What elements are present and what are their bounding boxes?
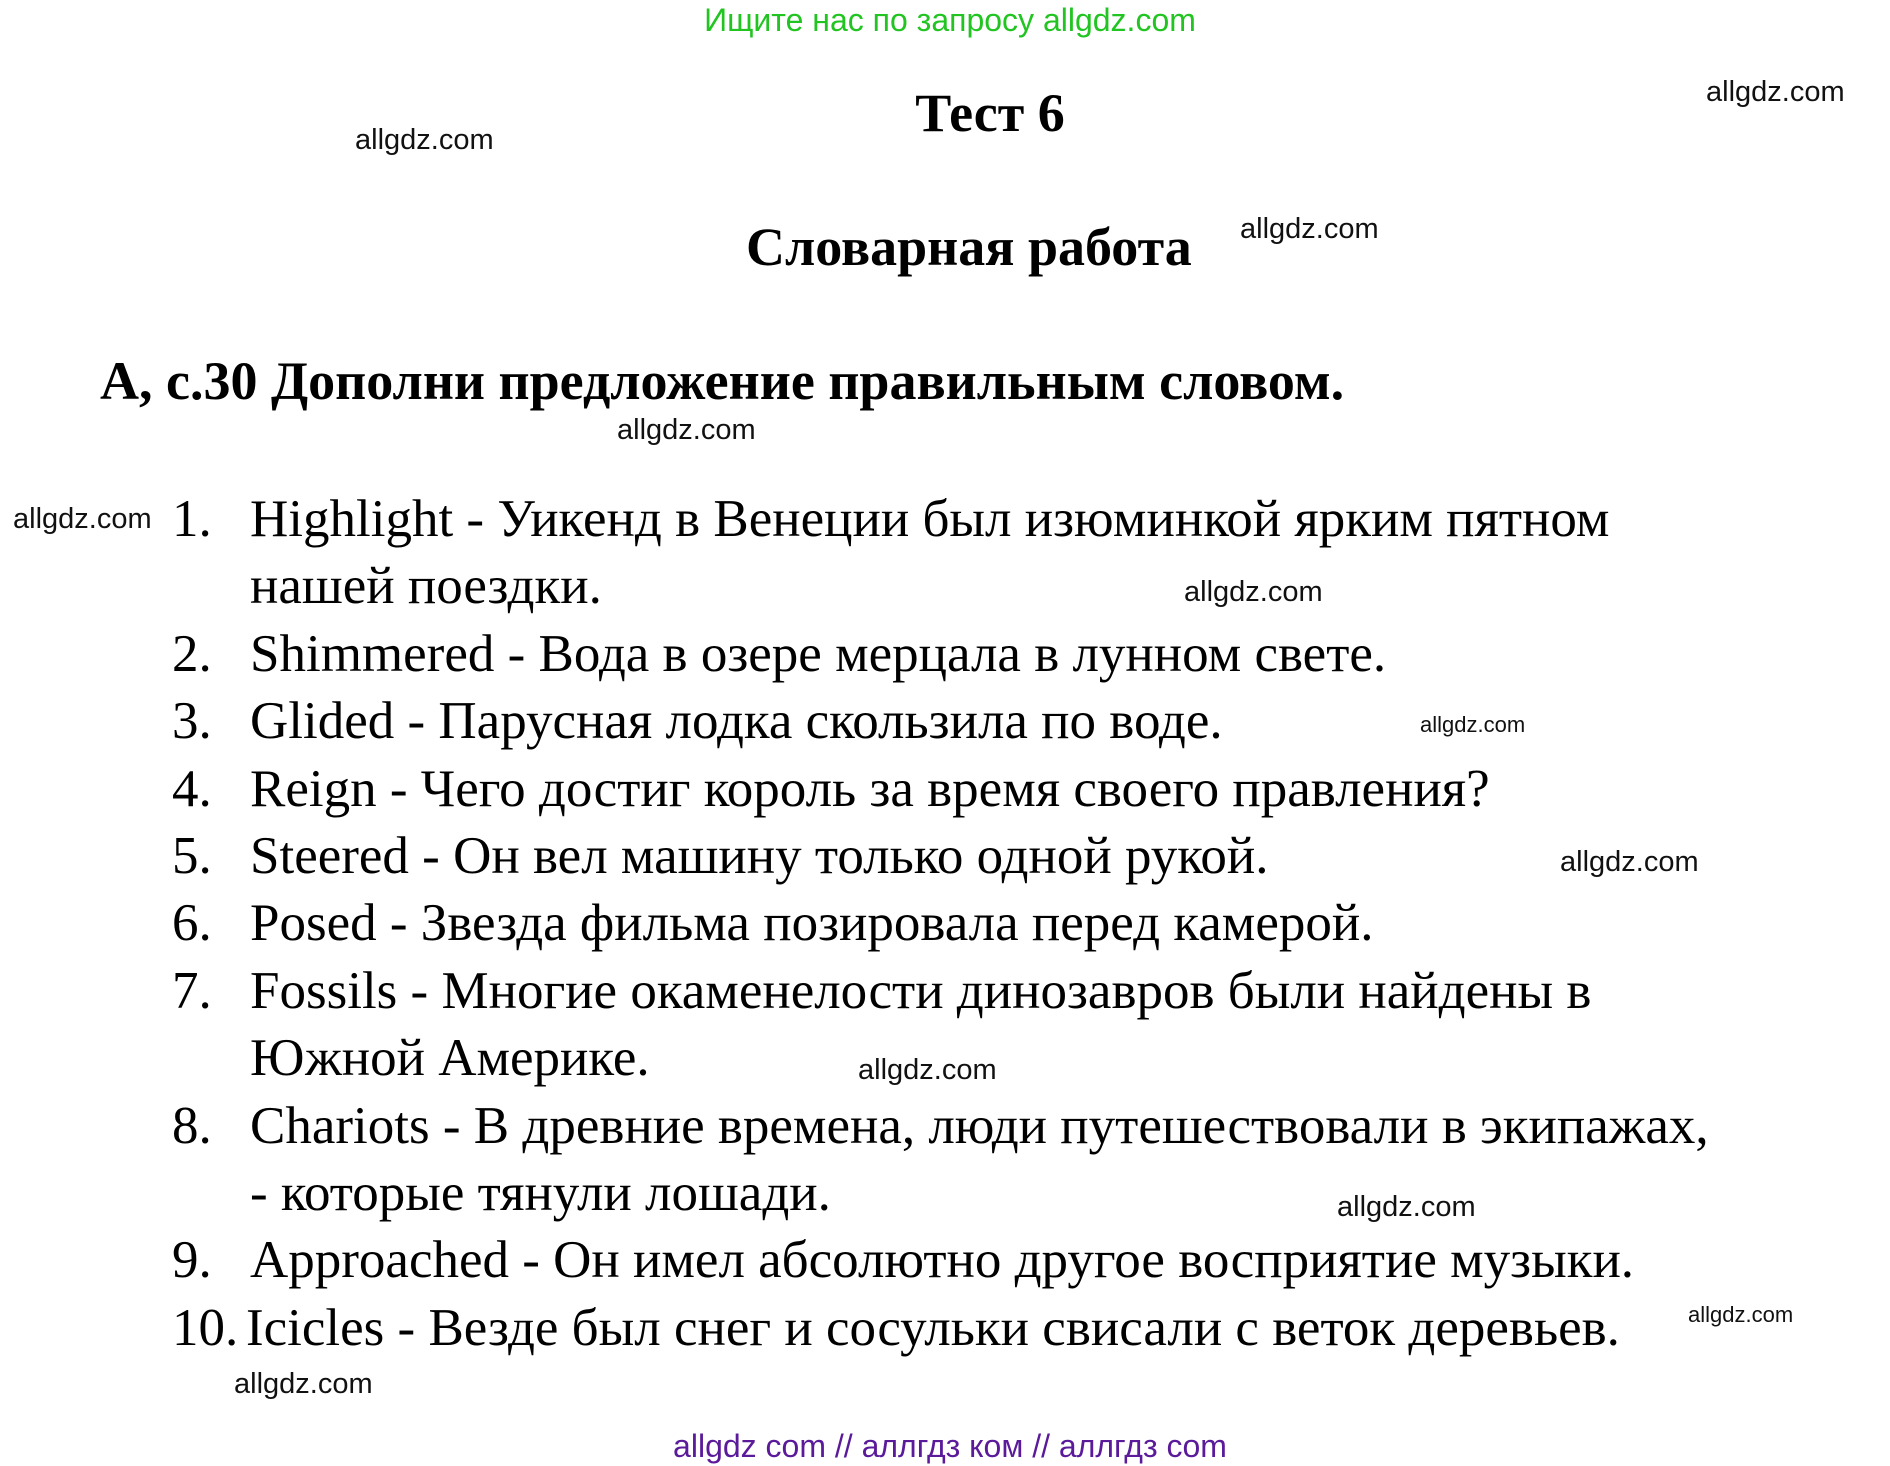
item-text: Chariots - В древние времена, люди путешествовали в экипажах, [250, 1096, 1709, 1155]
list-item [172, 486, 1709, 621]
item-text: Glided - Парусная лодка скользила по воде. [250, 692, 1223, 751]
watermark: allgdz.com [1420, 712, 1526, 737]
watermark: allgdz.com [1706, 76, 1845, 108]
watermark: allgdz.com [1560, 846, 1699, 878]
item-text: Approached - Он имел абсолютно другое восприятие музыки. [250, 1231, 1635, 1290]
list-item [172, 1093, 1709, 1228]
item-text: Южной Америке. [250, 1029, 650, 1088]
item-text: - которые тянули лошади. [250, 1164, 831, 1223]
watermark: allgdz.com [858, 1054, 997, 1086]
item-text: Reign - Чего достиг король за время своего правления? [250, 759, 1490, 818]
item-text: нашей поездки. [250, 557, 602, 616]
item-number: 5. [172, 827, 212, 886]
search-promo-link[interactable]: Ищите нас по запросу allgdz.com [704, 2, 1196, 38]
section-heading: Словарная работа [746, 217, 1192, 277]
item-text: Fossils - Многие окаменелости динозавров были найдены в [250, 961, 1592, 1020]
task-heading: А, с.30 Дополни предложение правильным словом. [100, 351, 1345, 411]
watermark: allgdz.com [1240, 213, 1379, 245]
item-number: 10. [172, 1298, 239, 1357]
list-item [172, 823, 1709, 890]
watermark: allgdz.com [617, 414, 756, 446]
item-number: 7. [172, 961, 212, 1020]
watermark: allgdz.com [355, 124, 494, 156]
list-item [172, 1295, 1709, 1362]
watermark: allgdz.com [1337, 1191, 1476, 1223]
list-item [172, 890, 1709, 957]
item-text: Steered - Он вел машину только одной рукой. [250, 827, 1269, 886]
answer-list [172, 486, 1709, 1362]
list-item [172, 756, 1709, 823]
item-number: 9. [172, 1231, 212, 1290]
watermark: allgdz.com [13, 503, 152, 535]
item-text: Shimmered - Вода в озере мерцала в лунном свете. [250, 624, 1387, 683]
item-number: 6. [172, 894, 212, 953]
item-number: 3. [172, 692, 212, 751]
list-item [172, 621, 1709, 688]
list-item [172, 1227, 1709, 1294]
watermark: allgdz.com [1688, 1302, 1794, 1327]
item-text: Icicles - Везде был снег и сосульки свисали с веток деревьев. [246, 1298, 1620, 1357]
page-title: Тест 6 [915, 83, 1065, 143]
watermark: allgdz.com [1184, 576, 1323, 608]
item-number: 2. [172, 624, 212, 683]
item-number: 8. [172, 1096, 212, 1155]
item-text: Highlight - Уикенд в Венеции был изюминкой ярким пятном [250, 490, 1610, 548]
item-text: Posed - Звезда фильма позировала перед камерой. [250, 894, 1374, 953]
item-number: 1. [172, 490, 212, 548]
footer-links[interactable]: allgdz com // аллгдз ком // аллгдз com [673, 1428, 1227, 1464]
item-number: 4. [172, 759, 212, 818]
watermark: allgdz.com [234, 1368, 373, 1400]
